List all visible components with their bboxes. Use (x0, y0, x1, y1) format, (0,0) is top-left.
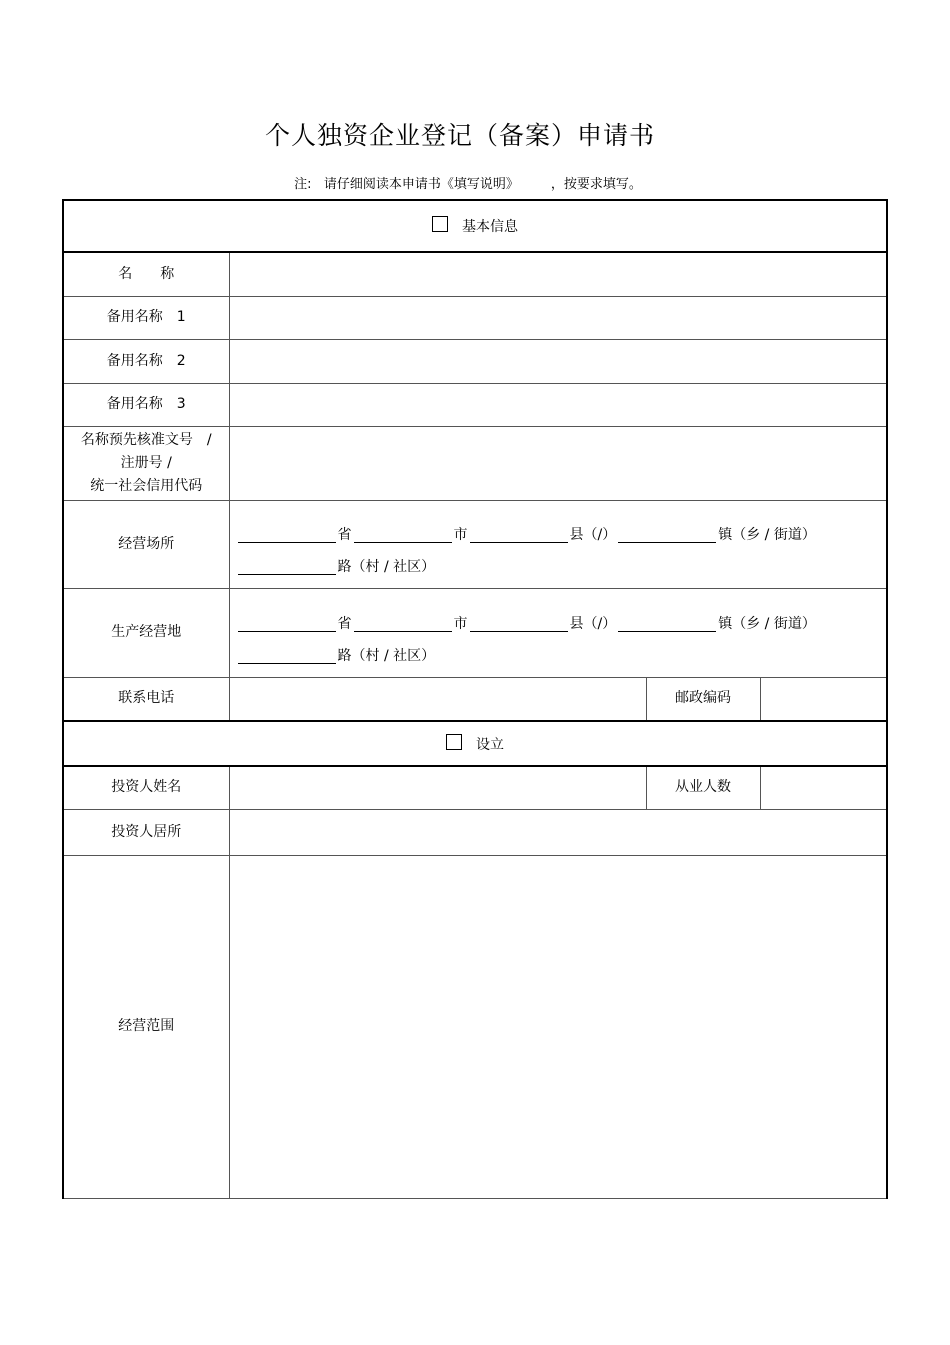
business-town-suffix: 镇（乡 / 街道） (718, 527, 816, 543)
employees-label: 从业人数 (646, 766, 760, 809)
business-province-input[interactable] (238, 524, 336, 543)
application-form (62, 199, 888, 1199)
note-suffix: ，按要求填写。 (550, 177, 642, 192)
section-establish-title: 设立 (476, 736, 504, 753)
business-city-suffix: 市 (453, 527, 468, 543)
phone-field[interactable] (229, 677, 646, 721)
alt-name-3-field[interactable] (229, 383, 887, 426)
business-road-suffix: 路（村 / 社区） (337, 559, 436, 575)
note-prefix: 注: (294, 177, 312, 192)
production-province-suffix: 省 (337, 615, 352, 632)
production-place-label: 生产经营地 (63, 588, 229, 677)
name-field[interactable] (229, 252, 887, 296)
fill-note (0, 173, 936, 192)
business-county-suffix: 县（/） (569, 527, 617, 543)
postcode-field[interactable] (760, 677, 887, 721)
production-province-input[interactable] (238, 613, 336, 632)
business-scope-label: 经营范围 (63, 855, 229, 1198)
name-label: 名 称 (63, 252, 229, 296)
form-title: 个人独资企业登记（备案）申请书 (264, 121, 655, 150)
postcode-label: 邮政编码 (646, 677, 760, 721)
reg-code-label (63, 426, 229, 500)
business-town-input[interactable] (618, 524, 716, 543)
section-establish (63, 721, 887, 766)
production-town-suffix: 镇（乡 / 街道） (718, 615, 816, 632)
production-city-suffix: 市 (453, 615, 468, 632)
reg-code-label-line3: 统一社会信用代码 (90, 477, 203, 494)
investor-residence-field[interactable] (229, 809, 887, 855)
reg-code-label-line1: 名称预先核准文号 / (80, 431, 212, 448)
alt-name-3-label: 备用名称 3 (63, 383, 229, 426)
reg-code-field[interactable] (229, 426, 887, 500)
section-establish-checkbox[interactable] (446, 734, 462, 750)
business-province-suffix: 省 (337, 527, 352, 543)
phone-label: 联系电话 (63, 677, 229, 721)
production-city-input[interactable] (354, 613, 452, 632)
investor-residence-label: 投资人居所 (63, 809, 229, 855)
investor-name-field[interactable] (229, 766, 646, 809)
investor-name-label: 投资人姓名 (63, 766, 229, 809)
section-basic-title: 基本信息 (462, 219, 518, 235)
business-place-label: 经营场所 (63, 500, 229, 588)
reg-code-label-line2: 注册号 / (120, 454, 172, 471)
production-place-address (229, 588, 887, 677)
business-county-input[interactable] (470, 524, 568, 543)
production-road-input[interactable] (238, 645, 336, 664)
production-county-suffix: 县（/） (569, 615, 617, 632)
business-scope-field[interactable] (229, 855, 887, 1198)
business-road-input[interactable] (238, 556, 336, 575)
employees-field[interactable] (760, 766, 887, 809)
alt-name-1-field[interactable] (229, 296, 887, 339)
section-basic-checkbox[interactable] (432, 216, 448, 232)
note-text: 请仔细阅读本申请书《填写说明》 (323, 177, 519, 192)
production-town-input[interactable] (618, 613, 716, 632)
production-road-suffix: 路（村 / 社区） (337, 647, 436, 664)
alt-name-2-field[interactable] (229, 339, 887, 383)
production-county-input[interactable] (470, 613, 568, 632)
business-city-input[interactable] (354, 524, 452, 543)
alt-name-1-label: 备用名称 1 (63, 296, 229, 339)
alt-name-2-label: 备用名称 2 (63, 339, 229, 383)
section-basic-info (63, 200, 887, 252)
business-place-address (229, 500, 887, 588)
